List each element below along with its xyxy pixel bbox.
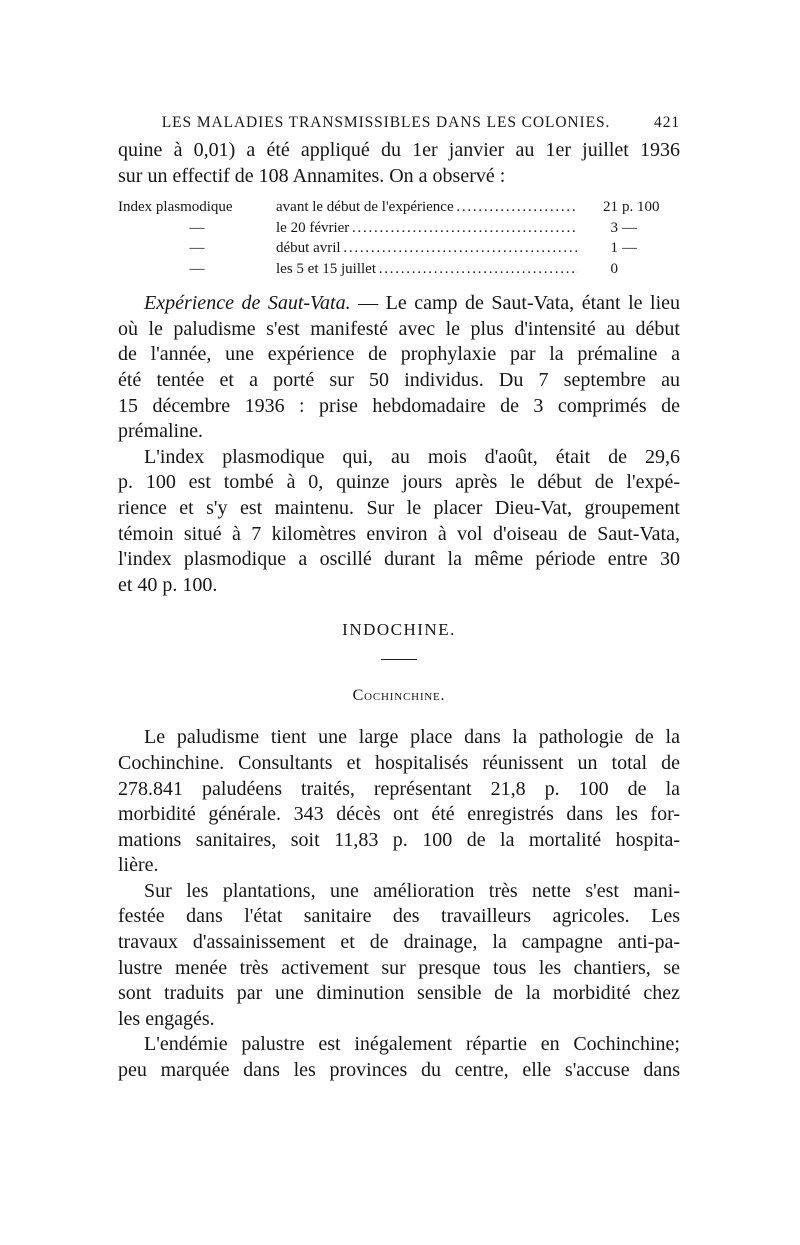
text-line: 278.841 paludéens traités, représentant 21,8 p. 100 de la <box>118 777 680 800</box>
text-line: L'endémie palustre est inégalement répartie en Cochinchine; <box>144 1033 680 1056</box>
page <box>118 108 680 1084</box>
row-value: 0 <box>610 260 618 277</box>
text-line: prémaline. <box>118 420 203 443</box>
text-line: L'index plasmodique qui, au mois d'août, était de 29,6 <box>144 445 680 468</box>
text-line: lustre menée très activement sur presque tous les chantiers, se <box>118 956 680 979</box>
text-line: l'index plasmodique a oscillé durant la même période entre 30 <box>118 548 680 571</box>
row-label: Index plasmodique <box>118 199 233 216</box>
text-line: sont traduits par une diminution sensible de la morbidité chez <box>118 982 680 1005</box>
row-value: 21 <box>603 199 618 216</box>
text-line: lière. <box>118 854 159 877</box>
cochinchine-paragraph-2 <box>118 879 680 1033</box>
row-value: 1 <box>610 240 618 257</box>
text-line: été tentée et a porté sur 50 individus. Du 7 septembre au <box>118 368 680 391</box>
plasmodic-index-table <box>118 197 680 279</box>
subsection-title: Cochinchine. <box>352 687 446 705</box>
text-line: témoin situé à 7 kilomètres environ à vol d'oiseau de Saut-Vata, <box>118 522 680 545</box>
index-paragraph <box>118 445 680 599</box>
text-line-rest: — Le camp de Saut-Vata, étant le lieu <box>350 292 680 315</box>
cochinchine-paragraph-3 <box>118 1032 680 1083</box>
cochinchine-paragraph-1 <box>118 725 680 879</box>
text-line: peu marquée dans les provinces du centre, elle s'accuse dans <box>118 1059 680 1082</box>
row-value: 3 <box>610 219 618 236</box>
text-line: Sur les plantations, une amélioration très nette s'est mani- <box>144 879 680 902</box>
text-line: Le paludisme tient une large place dans la pathologie de la <box>144 726 680 749</box>
text-line: quine à 0,01) a été appliqué du 1er janvier au 1er juillet 1936 <box>118 139 680 161</box>
text-line: morbidité générale. 343 décès ont été enregistrés dans les for- <box>118 803 680 826</box>
running-head <box>118 108 680 138</box>
text-line: festée dans l'état sanitaire des travailleurs agricoles. Les <box>118 905 680 928</box>
table-row <box>118 259 680 280</box>
saut-vata-paragraph <box>118 291 680 445</box>
row-label: — <box>189 219 205 236</box>
row-description: les 5 et 15 juillet . . . <box>276 259 578 280</box>
text-line: où le paludisme s'est manifesté avec le plus d'intensité au début <box>118 317 680 340</box>
row-description: début avril . . . <box>276 238 578 259</box>
text-line: et 40 p. 100. <box>118 573 218 596</box>
page-number: 421 <box>654 114 680 131</box>
text-line <box>118 291 680 317</box>
section-divider <box>381 659 417 660</box>
table-row <box>118 197 680 218</box>
text-line: les engagés. <box>118 1007 215 1030</box>
row-unit: p. 100 <box>622 199 660 216</box>
row-description: le 20 février . . . <box>276 218 578 239</box>
row-label: — <box>189 240 205 257</box>
text-line: travaux d'assainissement et de drainage, la campagne anti-pa- <box>118 931 680 954</box>
table-row <box>118 238 680 259</box>
running-head-title: LES MALADIES TRANSMISSIBLES DANS LES COLONIES. <box>161 114 611 131</box>
table-row <box>118 218 680 239</box>
text-line: mations sanitaires, soit 11,83 p. 100 de la mortalité hospita- <box>118 828 680 851</box>
experiment-title: Expérience de Saut-Vata. <box>144 292 351 315</box>
row-label: — <box>189 260 205 277</box>
row-unit: — <box>622 219 637 236</box>
text-line: de l'année, une expérience de prophylaxie par la prémaline a <box>118 343 680 366</box>
text-line: Cochinchine. Consultants et hospitalisés réunissent un total de <box>118 751 680 774</box>
row-unit: — <box>622 240 637 257</box>
row-description: avant le début de l'expérience . . . <box>276 197 578 218</box>
text-line: p. 100 est tombé à 0, quinze jours après le début de l'expé- <box>118 471 680 494</box>
text-line: sur un effectif de 108 Annamites. On a observé : <box>118 164 506 187</box>
section-title: INDOCHINE. <box>342 620 456 640</box>
intro-paragraph <box>118 138 680 189</box>
text-line: 15 décembre 1936 : prise hebdomadaire de 3 comprimés de <box>118 394 680 417</box>
text-line: rience et s'y est maintenu. Sur le placer Dieu-Vat, groupement <box>118 496 680 519</box>
